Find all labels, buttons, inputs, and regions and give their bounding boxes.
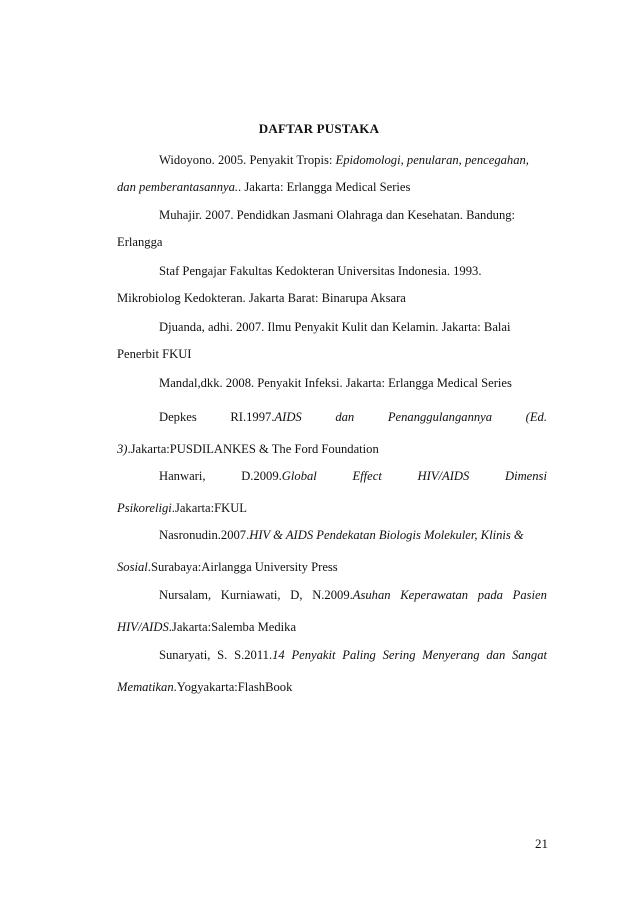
reference-line: Staf Pengajar Fakultas Kedokteran Universitas Indonesia. 1993. <box>159 264 482 278</box>
reference-line: Mikrobiolog Kedokteran. Jakarta Barat: Binarupa Aksara <box>117 291 406 305</box>
reference-line: Widoyono. 2005. Penyakit Tropis: Epidomologi, penularan, pencegahan, <box>159 153 529 167</box>
page-heading: DAFTAR PUSTAKA <box>258 121 380 136</box>
reference-line: Djuanda, adhi. 2007. Ilmu Penyakit Kulit dan Kelamin. Jakarta: Balai <box>159 320 511 334</box>
reference-line: Psikoreligi.Jakarta:FKUL <box>117 501 247 515</box>
reference-line: Penerbit FKUI <box>117 347 192 361</box>
reference-line: 3).Jakarta:PUSDILANKES & The Ford Foundation <box>117 442 379 456</box>
reference-line: Depkes RI.1997.AIDS dan Penanggulangannya (Ed. <box>159 410 547 424</box>
reference-line: Hanwari, D.2009.Global Effect HIV/AIDS Dimensi <box>159 469 547 483</box>
reference-line: Nursalam, Kurniawati, D, N.2009.Asuhan Keperawatan pada Pasien <box>159 588 547 602</box>
reference-line: Erlangga <box>117 235 163 249</box>
reference-line: dan pemberantasannya.. Jakarta: Erlangga Medical Series <box>117 180 411 194</box>
reference-line: Nasronudin.2007.HIV & AIDS Pendekatan Biologis Molekuler, Klinis & <box>159 528 524 542</box>
reference-line: HIV/AIDS.Jakarta:Salemba Medika <box>117 620 297 634</box>
reference-line: Sosial.Surabaya:Airlangga University Press <box>117 560 338 574</box>
reference-line: Mematikan.Yogyakarta:FlashBook <box>117 680 293 694</box>
reference-line: Sunaryati, S. S.2011.14 Penyakit Paling Sering Menyerang dan Sangat <box>159 648 547 662</box>
reference-line: Muhajir. 2007. Pendidkan Jasmani Olahraga dan Kesehatan. Bandung: <box>159 208 516 222</box>
page-number: 21 <box>535 836 548 851</box>
reference-line: Mandal,dkk. 2008. Penyakit Infeksi. Jakarta: Erlangga Medical Series <box>159 376 512 390</box>
